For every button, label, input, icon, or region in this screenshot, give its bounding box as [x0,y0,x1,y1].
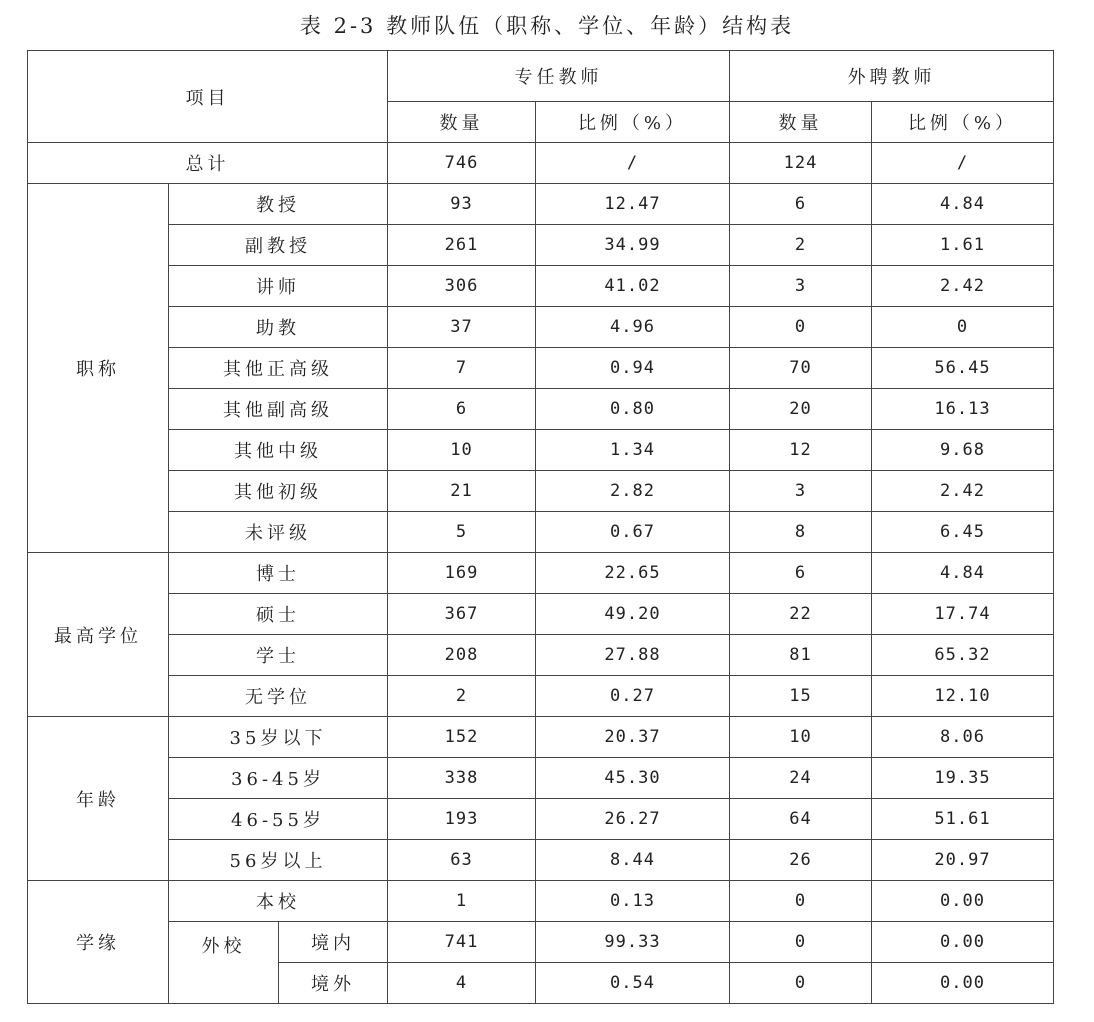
cell-ft-count: 5 [388,512,536,553]
cell-ex-ratio: 56.45 [872,348,1054,389]
cell-ft-ratio: 0.13 [536,881,730,922]
cell-ft-ratio: 27.88 [536,635,730,676]
cell-ft-count: 2 [388,676,536,717]
cell-ex-count: 0 [730,963,872,1004]
group-label-title: 职称 [28,184,169,553]
cell-ex-count: 81 [730,635,872,676]
cell-ex-count: 6 [730,553,872,594]
row-label: 副教授 [169,225,388,266]
row-label: 其他初级 [169,471,388,512]
cell-ex-ratio: 12.10 [872,676,1054,717]
cell-ft-count: 152 [388,717,536,758]
table-row [28,184,1054,225]
cell-ft-count: 741 [388,922,536,963]
cell-ft-ratio: 22.65 [536,553,730,594]
cell-ex-ratio: 4.84 [872,184,1054,225]
cell-ex-ratio: 0 [872,307,1054,348]
cell-ex-count: 10 [730,717,872,758]
table-row [28,389,1054,430]
cell-ft-count: 63 [388,840,536,881]
table-title: 表 2-3 教师队伍（职称、学位、年龄）结构表 [299,14,795,38]
cell-ft-ratio: 2.82 [536,471,730,512]
table-row [28,430,1054,471]
table-row [28,553,1054,594]
header-ft-ratio: 比例（%） [536,102,730,143]
row-label: 其他中级 [169,430,388,471]
cell-ex-ratio: 1.61 [872,225,1054,266]
row-label: 无学位 [169,676,388,717]
table-row [28,881,1054,922]
header-ex-count: 数量 [730,102,872,143]
cell-ft-count: 169 [388,553,536,594]
table-row [28,266,1054,307]
row-label: 其他正高级 [169,348,388,389]
cell-ex-ratio: 19.35 [872,758,1054,799]
cell-ft-ratio: 20.37 [536,717,730,758]
cell-ex-count: 24 [730,758,872,799]
cell-ex-count: 64 [730,799,872,840]
cell-ft-count: 7 [388,348,536,389]
row-label: 其他副高级 [169,389,388,430]
row-label: 未评级 [169,512,388,553]
cell-ft-count: 21 [388,471,536,512]
table-row [28,635,1054,676]
row-label: 硕士 [169,594,388,635]
cell-ex-count: 0 [730,881,872,922]
cell-ft-count: 4 [388,963,536,1004]
table-row [28,471,1054,512]
group-label-origin: 学缘 [28,881,169,1004]
cell-ex-count: 3 [730,471,872,512]
row-label: 境外 [279,963,388,1004]
table-row [28,512,1054,553]
group-label-age: 年龄 [28,717,169,881]
table-row [28,840,1054,881]
row-label: 讲师 [169,266,388,307]
cell-ft-ratio: 0.67 [536,512,730,553]
cell-ft-count: 37 [388,307,536,348]
cell-ex-count: 20 [730,389,872,430]
cell-ft-ratio: 49.20 [536,594,730,635]
cell-ex-ratio: 4.84 [872,553,1054,594]
cell-ex-count: 8 [730,512,872,553]
row-label: 36-45岁 [169,758,388,799]
cell-ex-count: 2 [730,225,872,266]
cell-ft-ratio: / [536,143,730,184]
row-label: 35岁以下 [169,717,388,758]
row-label: 学士 [169,635,388,676]
cell-ft-ratio: 4.96 [536,307,730,348]
cell-ft-ratio: 99.33 [536,922,730,963]
cell-ex-count: 124 [730,143,872,184]
cell-ft-ratio: 0.27 [536,676,730,717]
cell-ex-ratio: 51.61 [872,799,1054,840]
cell-ft-ratio: 0.80 [536,389,730,430]
cell-ex-count: 22 [730,594,872,635]
cell-ex-count: 26 [730,840,872,881]
cell-ex-ratio: 17.74 [872,594,1054,635]
cell-ex-ratio: 8.06 [872,717,1054,758]
cell-ex-ratio: 2.42 [872,471,1054,512]
table-row [28,758,1054,799]
cell-ft-count: 367 [388,594,536,635]
cell-ft-ratio: 41.02 [536,266,730,307]
header-ft-count: 数量 [388,102,536,143]
table-row [28,717,1054,758]
subgroup-label-other-school: 外校 [169,922,279,1004]
header-external: 外聘教师 [730,51,1054,102]
cell-ft-count: 6 [388,389,536,430]
cell-ex-count: 12 [730,430,872,471]
cell-ft-ratio: 8.44 [536,840,730,881]
cell-ft-ratio: 0.54 [536,963,730,1004]
cell-ft-count: 208 [388,635,536,676]
header-item: 项目 [28,51,388,143]
row-label: 博士 [169,553,388,594]
row-label: 56岁以上 [169,840,388,881]
table-row [28,143,1054,184]
cell-ft-count: 746 [388,143,536,184]
table-row [28,922,1054,963]
header-ex-ratio: 比例（%） [872,102,1054,143]
cell-ft-count: 1 [388,881,536,922]
row-label: 本校 [169,881,388,922]
cell-ft-ratio: 26.27 [536,799,730,840]
cell-ex-ratio: 0.00 [872,881,1054,922]
cell-ft-ratio: 12.47 [536,184,730,225]
cell-ft-ratio: 0.94 [536,348,730,389]
cell-ex-count: 0 [730,922,872,963]
table-row [28,307,1054,348]
row-label: 46-55岁 [169,799,388,840]
cell-ex-ratio: 9.68 [872,430,1054,471]
table-row [28,225,1054,266]
cell-ex-ratio: 0.00 [872,963,1054,1004]
cell-ex-ratio: / [872,143,1054,184]
row-label: 境内 [279,922,388,963]
header-fulltime: 专任教师 [388,51,730,102]
row-label: 助教 [169,307,388,348]
cell-ft-count: 261 [388,225,536,266]
cell-ex-count: 6 [730,184,872,225]
table-row [28,594,1054,635]
group-label-degree: 最高学位 [28,553,169,717]
cell-ft-count: 306 [388,266,536,307]
cell-ft-count: 193 [388,799,536,840]
cell-ex-count: 3 [730,266,872,307]
cell-ex-count: 70 [730,348,872,389]
table-row [28,676,1054,717]
cell-ft-count: 338 [388,758,536,799]
cell-ft-count: 93 [388,184,536,225]
cell-ex-ratio: 65.32 [872,635,1054,676]
cell-ex-count: 15 [730,676,872,717]
row-label-total: 总计 [28,143,388,184]
cell-ft-count: 10 [388,430,536,471]
cell-ex-ratio: 20.97 [872,840,1054,881]
cell-ex-count: 0 [730,307,872,348]
cell-ft-ratio: 34.99 [536,225,730,266]
cell-ex-ratio: 0.00 [872,922,1054,963]
row-label: 教授 [169,184,388,225]
teacher-structure-table [27,50,1054,1004]
cell-ex-ratio: 16.13 [872,389,1054,430]
cell-ft-ratio: 45.30 [536,758,730,799]
cell-ft-ratio: 1.34 [536,430,730,471]
table-row [28,348,1054,389]
table-row [28,799,1054,840]
cell-ex-ratio: 2.42 [872,266,1054,307]
cell-ex-ratio: 6.45 [872,512,1054,553]
